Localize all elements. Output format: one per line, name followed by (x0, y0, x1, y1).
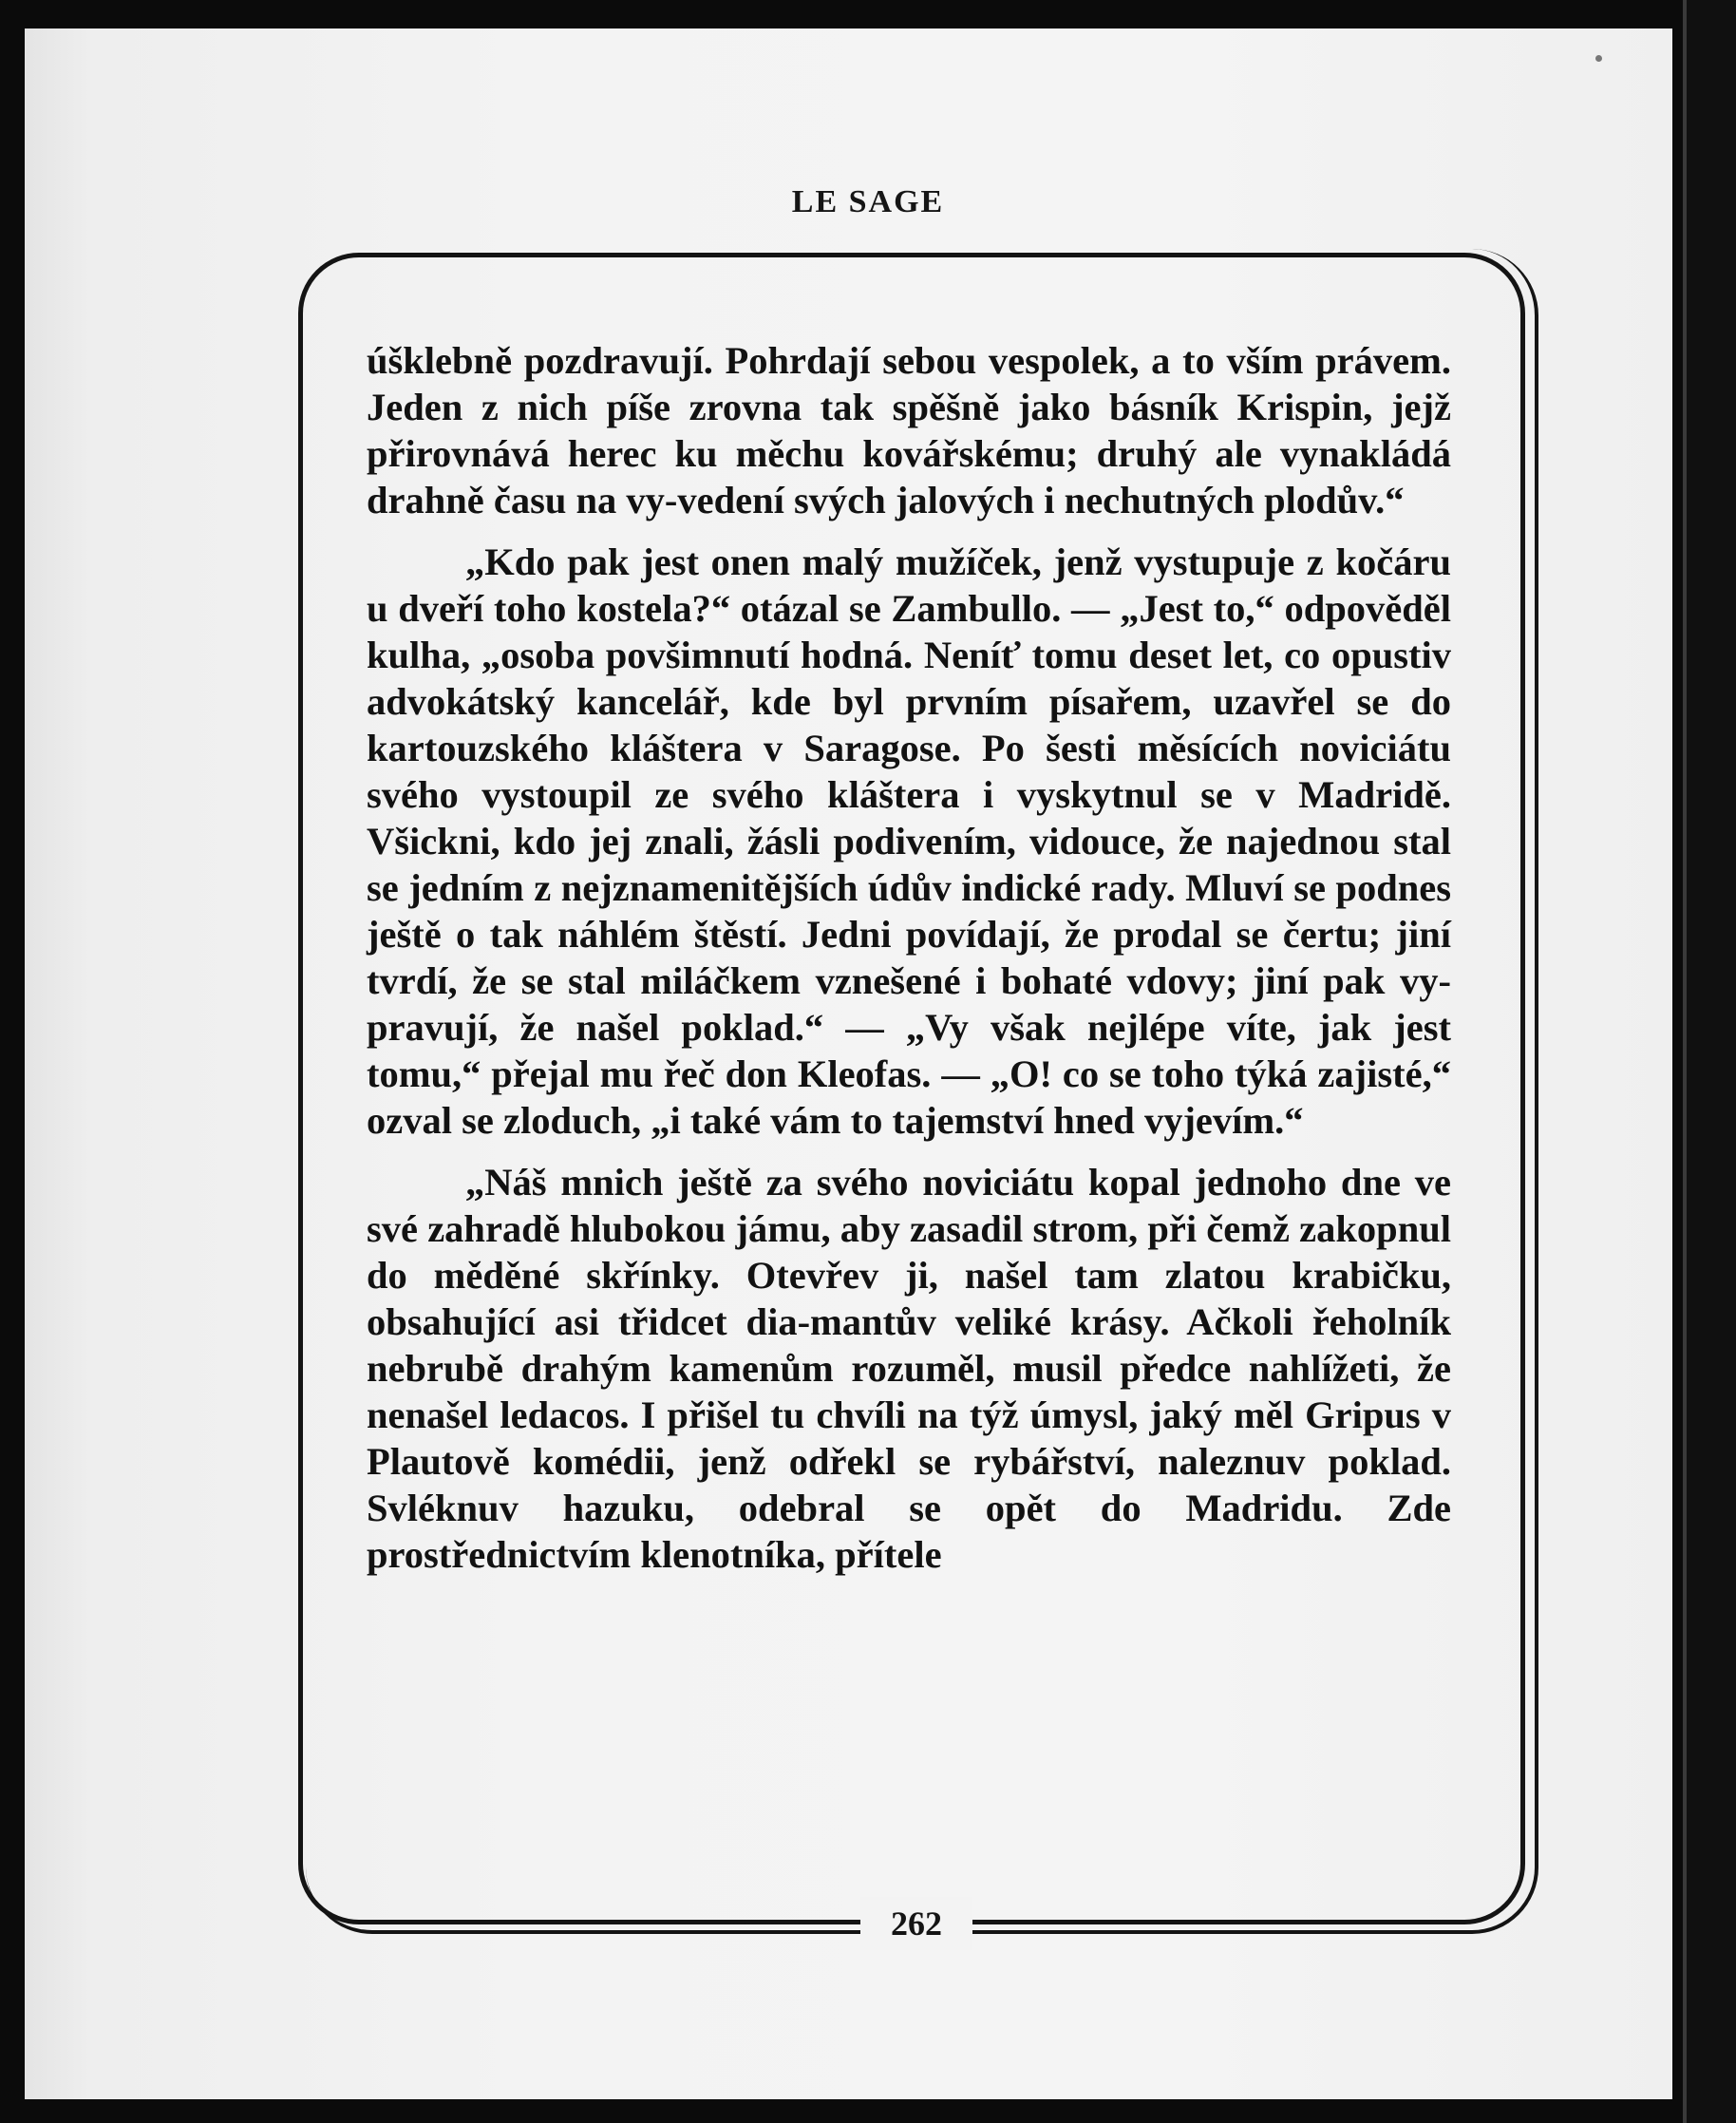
running-head: LE SAGE (791, 184, 945, 219)
page-number: 262 (860, 1897, 972, 1950)
scan-background-strip (1687, 0, 1736, 2123)
paragraph-continuation: úšklebně pozdravují. Pohrdají sebou vespolek, a to vším právem. Jeden z nich píše zrovna tak spěšně jako básník Krispin, jejž přirovnává herec ku měchu kovářskému; druhý ale vynakládá drahně času na vy-vedení svých jalových i nechutných plodův.“ (367, 339, 1451, 521)
ink-speck (1595, 55, 1602, 62)
paragraph: „Náš mnich ještě za svého noviciátu kopal jednoho dne ve své zahradě hlubokou jámu, aby zasadil strom, při čemž zakopnul do měděné skřínky. Otevřev ji, našel tam zlatou krabičku, obsahující asi třidcet dia-mantův veliké krásy. Ačkoli řeholník nebrubě drahým kamenům rozuměl, musil předce nahlížeti, že nenašel ledacos. I přišel tu chvíli na týž úmysl, jaký měl Gripus v Plautově komédii, jenž odřekl se rybářství, naleznuv poklad. Svléknuv hazuku, odebral se opět do Madridu. Zde prostřednictvím klenotníka, přítele (367, 1161, 1451, 1576)
body-text (367, 337, 1451, 1578)
paragraph: „Kdo pak jest onen malý mužíček, jenž vystupuje z kočáru u dveří toho kostela?“ otázal se Zambullo. — „Jest to,“ odpověděl kulha, „osoba povšimnutí hodná. Neníť tomu deset let, co opustiv advokátský kancelář, kde byl prvním písařem, uzavřel se do kartouzského kláštera v Saragose. Po šesti měsících noviciátu svého vystoupil ze svého kláštera i vyskytnul se v Madridě. Všickni, kdo jej znali, žásli podivením, vidouce, že najednou stal se jedním z nejznamenitějších údův indické rady. Mluví se podnes ještě o tak náhlém štěstí. Jedni povídají, že prodal se čertu; jiní tvrdí, že se stal miláčkem vznešené i bohaté vdovy; jiní pak vy-pravují, že našel poklad.“ — „Vy však nejlépe víte, jak jest tomu,“ přejal mu řeč don Kleofas. — „O! co se toho týká zajisté,“ ozval se zloduch, „i také vám to tajemství hned vyjevím.“ (367, 540, 1451, 1142)
